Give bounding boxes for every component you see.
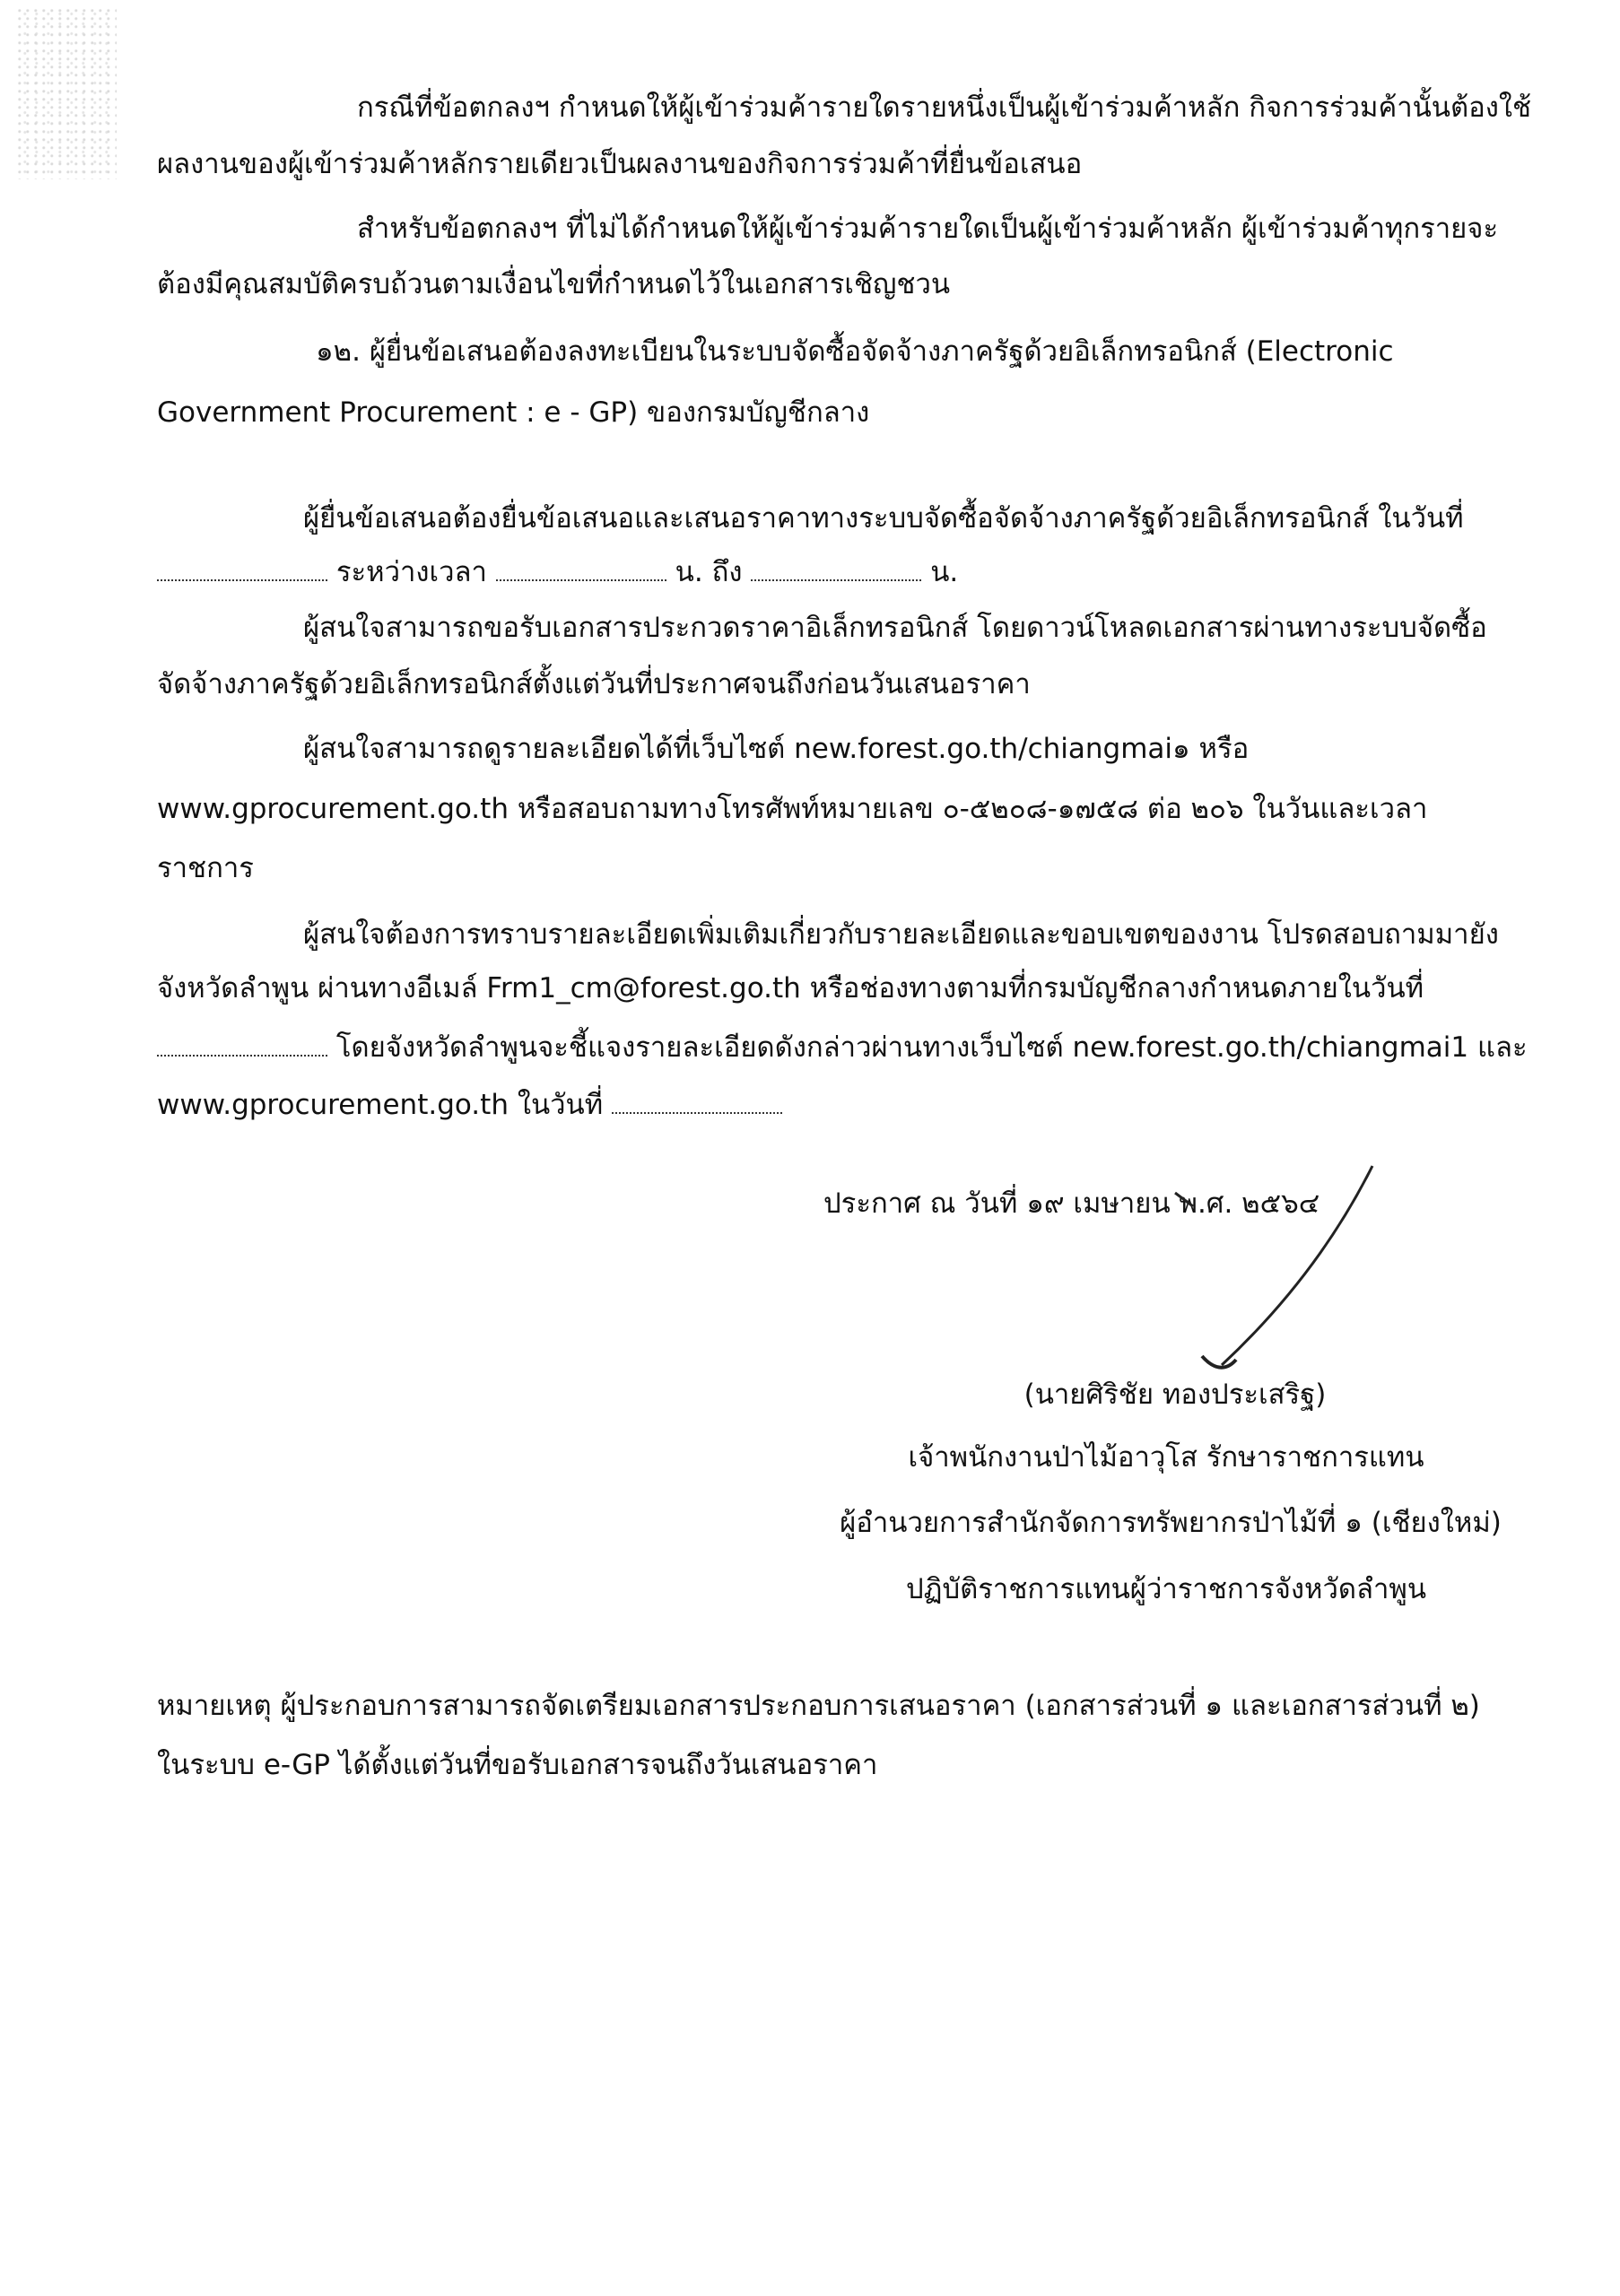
download-line1: ผู้สนใจสามารถขอรับเอกสารประกวดราคาอิเล็กทรอนิกส์ โดยดาวน์โหลดเอกสารผ่านทางระบบจัดซื้อ — [303, 612, 1487, 644]
download-line2: จัดจ้างภาครัฐด้วยอิเล็กทรอนิกส์ตั้งแต่วันที่ประกาศจนถึงก่อนวันเสนอราคา — [157, 668, 1031, 700]
para-no-lead-line1: สำหรับข้อตกลงฯ ที่ไม่ได้กำหนดให้ผู้เข้าร่วมค้ารายใดเป็นผู้เข้าร่วมค้าหลัก ผู้เข้าร่วมค้าทุกรายจะ — [357, 213, 1499, 245]
blank-time-end — [751, 556, 921, 581]
note-line2: ในระบบ e-GP ได้ตั้งแต่วันที่ขอรับเอกสารจนถึงวันเสนอราคา — [157, 1749, 878, 1781]
signatory-position-1: เจ้าพนักงานป่าไม้อาวุโส รักษาราชการแทน — [908, 1441, 1424, 1474]
signatory-name: (นายศิริชัย ทองประเสริฐ) — [1023, 1378, 1327, 1411]
submit-hour-unit-2: น. — [930, 556, 959, 588]
note-line1: หมายเหตุ ผู้ประกอบการสามารถจัดเตรียมเอกสารประกอบการเสนอราคา (เอกสารส่วนที่ ๑ และเอกสารส่วนที่ ๒) — [157, 1690, 1480, 1722]
submit-line2 — [157, 554, 958, 590]
para-lead-partner-line2: ผลงานของผู้เข้าร่วมค้าหลักรายเดียวเป็นผลงานของกิจการร่วมค้าที่ยื่นข้อเสนอ — [157, 148, 1083, 180]
submit-line1: ผู้ยื่นข้อเสนอต้องยื่นข้อเสนอและเสนอราคาทางระบบจัดซื้อจัดจ้างภาครัฐด้วยอิเล็กทรอนิกส์ ในวันที่ — [303, 502, 1464, 535]
details-line2: www.gprocurement.go.th หรือสอบถามทางโทรศัพท์หมายเลข ๐-๕๒๐๘-๑๗๕๘ ต่อ ๒๐๖ ในวันและเวลา — [157, 793, 1428, 825]
inquiry-line3-text: โดยจังหวัดลำพูนจะชี้แจงรายละเอียดดังกล่าวผ่านทางเว็บไซต์ new.forest.go.th/chiangmai1 และ — [335, 1031, 1528, 1064]
submit-to-label: ถึง — [711, 556, 743, 588]
scan-noise — [18, 9, 117, 179]
signatory-position-3: ปฏิบัติราชการแทนผู้ว่าราชการจังหวัดลำพูน — [905, 1573, 1427, 1605]
item-12-line2: Government Procurement : e - GP) ของกรมบัญชีกลาง — [157, 396, 870, 429]
inquiry-line4 — [157, 1087, 782, 1123]
details-line1: ผู้สนใจสามารถดูรายละเอียดได้ที่เว็บไซต์ new.forest.go.th/chiangmai๑ หรือ — [303, 733, 1250, 765]
inquiry-line1: ผู้สนใจต้องการทราบรายละเอียดเพิ่มเติมเกี่ยวกับรายละเอียดและขอบเขตของงาน โปรดสอบถามมายัง — [303, 918, 1499, 951]
item-12-line1: ๑๒. ผู้ยื่นข้อเสนอต้องลงทะเบียนในระบบจัดซื้อจัดจ้างภาครัฐด้วยอิเล็กทรอนิกส์ (Electronic — [316, 335, 1394, 368]
blank-publish-date — [612, 1089, 782, 1114]
blank-clarification-date — [157, 1031, 327, 1057]
details-line3: ราชการ — [157, 852, 254, 884]
para-no-lead-line2: ต้องมีคุณสมบัติครบถ้วนตามเงื่อนไขที่กำหนดไว้ในเอกสารเชิญชวน — [157, 268, 951, 300]
inquiry-line2: จังหวัดลำพูน ผ่านทางอีเมล์ Frm1_cm@forest.go.th หรือช่องทางตามที่กรมบัญชีกลางกำหนดภายในวันที่ — [157, 972, 1424, 1004]
blank-date — [157, 556, 327, 581]
submit-between-label: ระหว่างเวลา — [335, 556, 487, 588]
blank-time-start — [496, 556, 666, 581]
announcement-date: ประกาศ ณ วันที่ ๑๙ เมษายน พ.ศ. ๒๕๖๔ — [823, 1187, 1320, 1220]
submit-hour-unit-1: น. — [675, 556, 703, 588]
signatory-position-2: ผู้อำนวยการสำนักจัดการทรัพยากรป่าไม้ที่ ๑ (เชียงใหม่) — [840, 1507, 1502, 1539]
para-lead-partner-line1: กรณีที่ข้อตกลงฯ กำหนดให้ผู้เข้าร่วมค้ารายใดรายหนึ่งเป็นผู้เข้าร่วมค้าหลัก กิจการร่วมค้านั้นต้องใช้ — [357, 91, 1532, 124]
signature-mark — [1166, 1157, 1399, 1390]
inquiry-line3 — [157, 1030, 1528, 1065]
inquiry-line4-text: www.gprocurement.go.th ในวันที่ — [157, 1089, 604, 1121]
